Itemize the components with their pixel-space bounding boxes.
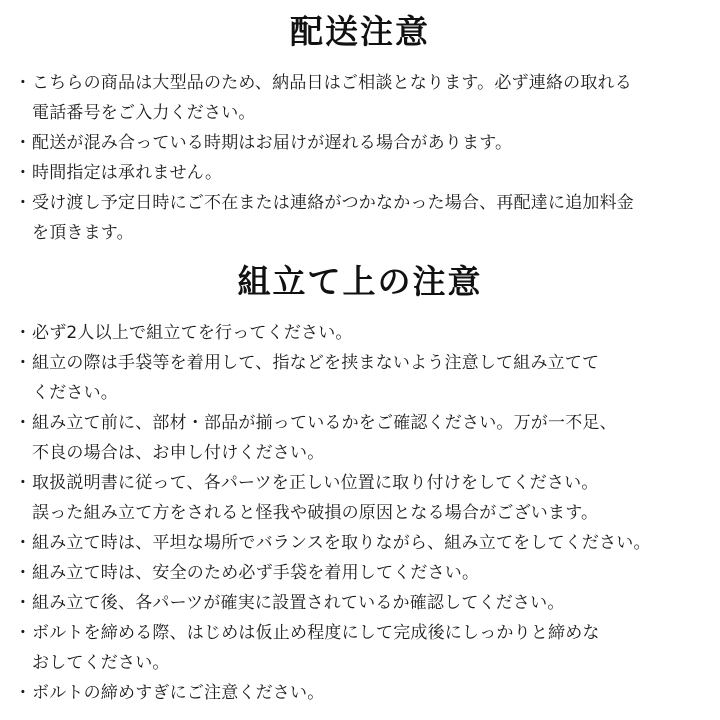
list-item-text: 必ず2人以上で組立てを行ってください。 — [32, 323, 353, 343]
list-item — [12, 348, 712, 408]
delivery-notice-title: 配送注意 — [290, 12, 430, 51]
list-item — [12, 408, 712, 468]
bullet-dot: ・ — [14, 73, 32, 93]
list-item-text: 組み立て時は、平坦な場所でバランスを取りながら、組み立てをしてください。 — [32, 533, 651, 553]
bullet-dot: ・ — [14, 593, 32, 613]
list-item-text: 配送が混み合っている時期はお届けが遅れる場合があります。 — [32, 133, 513, 153]
list-item-text: こちらの商品は大型品のため、納品日はご相談となります。必ず連絡の取れる — [32, 73, 632, 93]
list-item-text: ボルトの締めすぎにご注意ください。 — [32, 683, 325, 703]
list-item — [12, 468, 712, 528]
list-item-text: 受け渡し予定日時にご不在または連絡がつかなかった場合、再配達に追加料金 — [32, 193, 634, 213]
list-item — [12, 158, 712, 188]
bullet-dot: ・ — [14, 133, 32, 153]
list-item-text: 電話番号をご入力ください。 — [32, 103, 256, 123]
list-item — [12, 558, 712, 588]
list-item — [12, 678, 712, 708]
bullet-dot: ・ — [14, 473, 32, 493]
list-item — [12, 528, 712, 558]
bullet-dot: ・ — [14, 323, 32, 343]
list-item — [12, 318, 712, 348]
delivery-notice-list — [12, 68, 712, 248]
bullet-dot: ・ — [14, 623, 32, 643]
list-item-text: 組み立て前に、部材・部品が揃っているかをご確認ください。万が一不足、 — [32, 413, 617, 433]
list-item-text: 組立の際は手袋等を着用して、指などを挟まないよう注意して組み立てて — [32, 353, 600, 373]
list-item-text: 組み立て後、各パーツが確実に設置されているか確認してください。 — [32, 593, 565, 613]
list-item — [12, 188, 712, 248]
bullet-dot: ・ — [14, 163, 32, 183]
list-item-text: ください。 — [32, 383, 118, 403]
list-item-text: 時間指定は承れません。 — [32, 163, 223, 183]
list-item — [12, 588, 712, 618]
list-item — [12, 68, 712, 128]
list-item-text: 取扱説明書に従って、各パーツを正しい位置に取り付けをしてください。 — [32, 473, 599, 493]
list-item-text: 不良の場合は、お申し付けください。 — [32, 443, 325, 463]
list-item-text: おしてください。 — [32, 653, 170, 673]
bullet-dot: ・ — [14, 413, 32, 433]
list-item-text: を頂きます。 — [32, 223, 134, 243]
list-item — [12, 618, 712, 678]
assembly-notice-title: 組立て上の注意 — [237, 262, 483, 301]
assembly-notice-list — [12, 318, 712, 708]
bullet-dot: ・ — [14, 563, 32, 583]
bullet-dot: ・ — [14, 193, 32, 213]
list-item — [12, 128, 712, 158]
list-item-text: 組み立て時は、安全のため必ず手袋を着用してください。 — [32, 563, 480, 583]
list-item-text: ボルトを締める際、はじめは仮止め程度にして完成後にしっかりと締めな — [32, 623, 600, 643]
bullet-dot: ・ — [14, 683, 32, 703]
bullet-dot: ・ — [14, 533, 32, 553]
bullet-dot: ・ — [14, 353, 32, 373]
list-item-text: 誤った組み立て方をされると怪我や破損の原因となる場合がございます。 — [32, 503, 599, 523]
